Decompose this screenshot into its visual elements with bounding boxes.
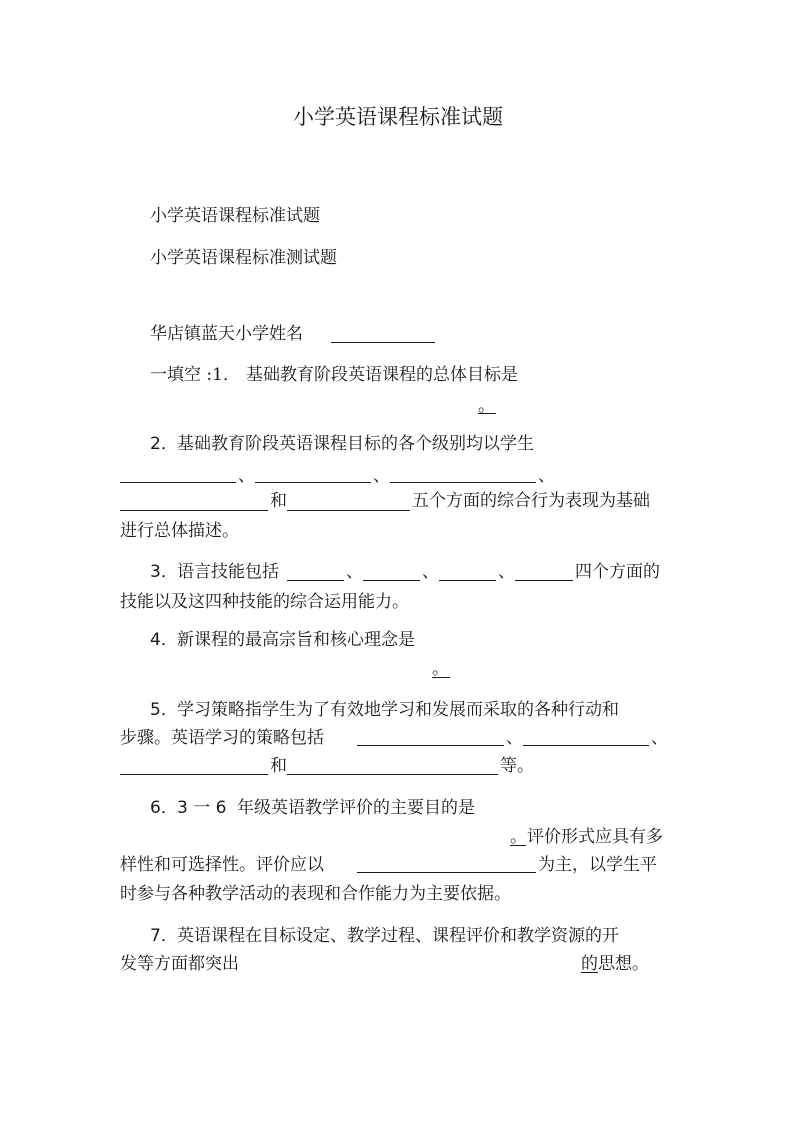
q3-sep-1: 、 bbox=[346, 562, 363, 582]
q4-number: 4． bbox=[150, 630, 178, 650]
q2-number: 2． bbox=[150, 434, 178, 454]
page-title: 小学英语课程标准试题 bbox=[293, 105, 503, 129]
q3-text: 语言技能包括 bbox=[177, 562, 279, 582]
q3-blank-4[interactable] bbox=[515, 580, 573, 581]
q1-text: 基础教育阶段英语课程的总体目标是 bbox=[246, 365, 518, 385]
name-blank[interactable] bbox=[331, 342, 435, 343]
q5-blank-4[interactable] bbox=[287, 774, 498, 775]
q1-end: 。 bbox=[478, 396, 495, 416]
q2-sep-1: 、 bbox=[238, 466, 255, 486]
q2-sep-2: 、 bbox=[373, 466, 390, 486]
q3-sep-3: 、 bbox=[498, 562, 515, 582]
q2-blank-5[interactable] bbox=[287, 510, 410, 511]
q6-blank-1[interactable] bbox=[510, 845, 526, 846]
q2-blank-4[interactable] bbox=[120, 510, 268, 511]
q5-blank-3[interactable] bbox=[120, 774, 268, 775]
q4-blank[interactable] bbox=[432, 677, 450, 678]
q7-line2a: 发等方面都突出 bbox=[120, 954, 239, 974]
q4-end: 。 bbox=[432, 659, 449, 679]
q5-number: 5． bbox=[150, 700, 178, 720]
q5-blank-2[interactable] bbox=[523, 745, 649, 746]
q2-blank-3[interactable] bbox=[390, 482, 536, 483]
q5-blank-1[interactable] bbox=[357, 745, 504, 746]
q6-line3b: 为主，以学生平 bbox=[538, 855, 657, 875]
q5-text: 学习策略指学生为了有效地学习和发展而采取的各种行动和 bbox=[177, 700, 619, 720]
q3-number: 3． bbox=[150, 562, 178, 582]
q5-sep-2: 、 bbox=[651, 728, 668, 748]
q7-line2c: 思想。 bbox=[598, 954, 649, 974]
subtitle-2: 小学英语课程标准测试题 bbox=[150, 248, 337, 268]
q2-line3: 进行总体描述。 bbox=[120, 521, 239, 541]
q6-line4: 时参与各种教学活动的表现和合作能力为主要依据。 bbox=[120, 884, 511, 904]
q2-blank-2[interactable] bbox=[255, 482, 371, 483]
q6-line2-tail: 评价形式应具有多 bbox=[527, 827, 663, 847]
q2-blank-1[interactable] bbox=[120, 482, 236, 483]
q6-text: 年级英语教学评价的主要目的是 bbox=[237, 798, 475, 818]
q1-prefix: 一填空 :1． bbox=[150, 365, 240, 385]
q6-line3a: 样性和可选择性。评价应以 bbox=[120, 855, 324, 875]
q2-tail: 五个方面的综合行为表现为基础 bbox=[412, 491, 650, 511]
q7-text: 英语课程在目标设定、教学过程、课程评价和教学资源的开 bbox=[177, 926, 619, 946]
q3-blank-1[interactable] bbox=[287, 580, 344, 581]
q2-and: 和 bbox=[270, 491, 287, 511]
q3-tail: 四个方面的 bbox=[575, 562, 660, 582]
q6-blank-2[interactable] bbox=[357, 872, 536, 873]
q3-sep-2: 、 bbox=[422, 562, 439, 582]
q7-number: 7． bbox=[150, 926, 178, 946]
q6-grade: 3 一 6 bbox=[177, 798, 227, 818]
q5-and: 和 bbox=[270, 756, 287, 776]
q6-number: 6． bbox=[150, 798, 178, 818]
q3-line2: 技能以及这四种技能的综合运用能力。 bbox=[120, 592, 409, 612]
q1-blank[interactable] bbox=[478, 413, 496, 414]
q2-text: 基础教育阶段英语课程目标的各个级别均以学生 bbox=[177, 434, 534, 454]
q5-tail: 等。 bbox=[500, 756, 534, 776]
subtitle-1: 小学英语课程标准试题 bbox=[150, 206, 320, 226]
school-name-label: 华店镇蓝天小学姓名 bbox=[150, 324, 303, 344]
q3-blank-2[interactable] bbox=[363, 580, 420, 581]
q7-blank[interactable] bbox=[581, 972, 598, 973]
q5-line2: 步骤。英语学习的策略包括 bbox=[120, 728, 324, 748]
q5-sep-1: 、 bbox=[506, 728, 523, 748]
q7-line2b: 的 bbox=[581, 954, 598, 974]
q3-blank-3[interactable] bbox=[439, 580, 496, 581]
q2-sep-3: 、 bbox=[538, 466, 555, 486]
q6-end: 。 bbox=[510, 827, 527, 847]
q4-text: 新课程的最高宗旨和核心理念是 bbox=[177, 630, 415, 650]
